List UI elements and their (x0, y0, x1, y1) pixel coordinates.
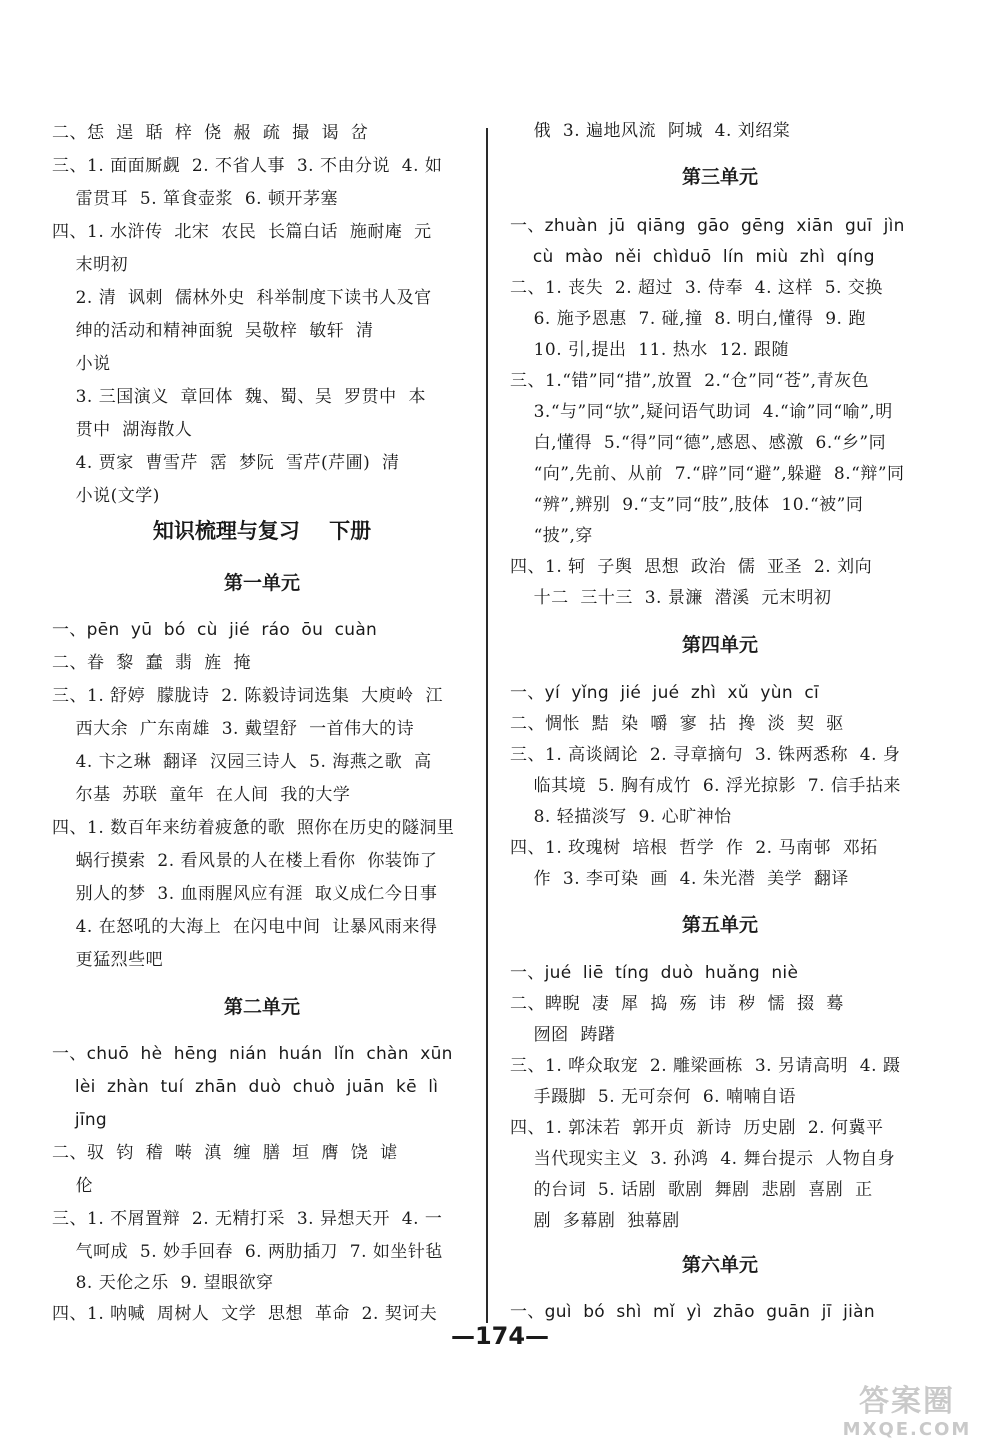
text-line: 一、jué liē tíng duò huǎng niè (510, 963, 799, 983)
text-line: 二、眷 黎 蠢 翡 旌 掩 (52, 653, 252, 673)
text-line: 伦 (52, 1176, 94, 1196)
watermark-title: 答案圈 (859, 1384, 955, 1419)
text-line: 4. 在怒吼的大海上 在闪电中间 让暴风雨来得 (52, 917, 438, 937)
text-line: 当代现实主义 3. 孙鸿 4. 舞台提示 人物自身 (510, 1149, 896, 1169)
text-line: 小说(文学) (52, 486, 160, 506)
text-line: 8. 天伦之乐 9. 望眼欲穿 (52, 1273, 274, 1293)
text-line: 三、1. 高谈阔论 2. 寻章摘句 3. 铢两悉称 4. 身 (510, 745, 901, 765)
text-line: 二、惆怅 黠 染 嚼 寥 拈 搀 淡 契 驱 (510, 714, 844, 734)
text-line: 8. 轻描淡写 9. 心旷神怡 (510, 807, 732, 827)
text-line: 气呵成 5. 妙手回春 6. 两肋插刀 7. 如坐针毡 (52, 1242, 443, 1262)
text-line: 一、yí yǐng jié jué zhì xǔ yùn cī (510, 683, 819, 703)
text-line: 二、恁 逞 聒 梓 侥 赧 疏 撮 谒 岔 (52, 123, 369, 143)
text-line: 2. 清 讽刺 儒林外史 科举制度下读书人及官 (52, 288, 432, 308)
text-line: 别人的梦 3. 血雨腥风应有涯 取义成仁今日事 (52, 884, 438, 904)
text-line: 四、1. 呐喊 周树人 文学 思想 革命 2. 契诃夫 (52, 1304, 438, 1324)
page-number: —174— (450, 1322, 550, 1350)
text-line: 一、pēn yū bó cù jié ráo ōu cuàn (52, 620, 378, 640)
text-line: 尔基 苏联 童年 在人间 我的大学 (52, 785, 351, 805)
text-line: lèi zhàn tuí zhān duò chuò juān kē lì (52, 1077, 439, 1097)
text-line: jīng (52, 1110, 108, 1130)
text-line: 十二 三十三 3. 景濂 潜溪 元末明初 (510, 588, 832, 608)
text-line: 3. 三国演义 章回体 魏、蜀、吴 罗贯中 本 (52, 387, 426, 407)
text-line: 二、驭 钧 稽 啭 滇 缠 膳 垣 膺 饶 谑 (52, 1143, 398, 1163)
text-line: 小说 (52, 354, 111, 374)
text-line: 四、1. 水浒传 北宋 农民 长篇白话 施耐庵 元 (52, 222, 432, 242)
unit-heading: 第四单元 (681, 634, 758, 656)
unit-heading: 第一单元 (223, 572, 300, 594)
text-line: “披”,穿 (510, 526, 593, 546)
unit-heading: 第五单元 (681, 914, 758, 936)
watermark-url: MXQE.COM (842, 1419, 972, 1440)
text-line: 绅的活动和精神面貌 吴敬梓 敏轩 清 (52, 321, 374, 341)
unit-heading: 第三单元 (681, 166, 758, 188)
text-line: 三、1. 舒婷 朦胧诗 2. 陈毅诗词选集 大庾岭 江 (52, 686, 443, 706)
text-line: “向”,先前、从前 7.“辟”同“避”,躲避 8.“辩”同 (510, 464, 905, 484)
text-line: 贯中 湖海散人 (52, 420, 193, 440)
text-line: 三、1.“错”同“措”,放置 2.“仓”同“苍”,青灰色 (510, 371, 870, 391)
text-line: 四、1. 轲 子舆 思想 政治 儒 亚圣 2. 刘向 (510, 557, 873, 577)
text-line: 作 3. 李可染 画 4. 朱光潜 美学 翻译 (510, 869, 849, 889)
text-line: “辨”,辨别 9.“支”同“肢”,肢体 10.“被”同 (510, 495, 864, 515)
text-line: 一、chuō hè hēng nián huán lǐn chàn xūn (52, 1044, 453, 1064)
column-divider (486, 128, 488, 1323)
text-line: 三、1. 不屑置辩 2. 无精打采 3. 异想天开 4. 一 (52, 1209, 443, 1229)
text-line: 蜗行摸索 2. 看风景的人在楼上看你 你装饰了 (52, 851, 438, 871)
text-line: 一、zhuàn jū qiāng gāo gēng xiān guī jìn (510, 216, 905, 236)
text-line: 4. 贾家 曹雪芹 霑 梦阮 雪芹(芹圃) 清 (52, 453, 400, 473)
text-line: 4. 卞之琳 翻译 汉园三诗人 5. 海燕之歌 高 (52, 752, 432, 772)
text-line: 6. 施予恩惠 7. 碰,撞 8. 明白,懂得 9. 跑 (510, 309, 866, 329)
text-line: 临其境 5. 胸有成竹 6. 浮光掠影 7. 信手拈来 (510, 776, 901, 796)
text-line: 二、睥睨 凄 犀 捣 殇 讳 秽 懦 掇 蓦 (510, 994, 844, 1014)
text-line: 三、1. 面面厮觑 2. 不省人事 3. 不由分说 4. 如 (52, 156, 443, 176)
text-line: 的台词 5. 话剧 歌剧 舞剧 悲剧 喜剧 正 (510, 1180, 873, 1200)
text-line: 更猛烈些吧 (52, 950, 164, 970)
text-line: 剧 多幕剧 独幕剧 (510, 1211, 680, 1231)
text-line: 三、1. 哗众取宠 2. 雕梁画栋 3. 另请高明 4. 蹑 (510, 1056, 901, 1076)
watermark-logo (828, 1384, 986, 1448)
text-line: 白,懂得 5.“得”同“德”,感恩、感激 6.“乡”同 (510, 433, 887, 453)
text-line: cù mào něi chìduō lín miù zhì qíng (510, 247, 875, 267)
text-line: 3.“与”同“欤”,疑问语气助词 4.“谕”同“喻”,明 (510, 402, 893, 422)
text-line: 雷贯耳 5. 箪食壶浆 6. 顿开茅塞 (52, 189, 338, 209)
text-line: 手蹑脚 5. 无可奈何 6. 喃喃自语 (510, 1087, 796, 1107)
text-line: 二、1. 丧失 2. 超过 3. 侍奉 4. 这样 5. 交换 (510, 278, 883, 298)
text-line: 四、1. 玫瑰树 培根 哲学 作 2. 马南邨 邓拓 (510, 838, 878, 858)
text-line: 四、1. 数百年来纺着疲惫的歌 照你在历史的隧洞里 (52, 818, 455, 838)
unit-heading: 第二单元 (223, 996, 300, 1018)
text-line: 一、guì bó shì mǐ yì zhāo guān jī jiàn (510, 1302, 875, 1322)
text-line: 囫囵 踌躇 (510, 1025, 616, 1045)
text-line: 俄 3. 遍地风流 阿城 4. 刘绍棠 (510, 121, 791, 141)
text-line: 10. 引,提出 11. 热水 12. 跟随 (510, 340, 789, 360)
text-line: 四、1. 郭沫若 郭开贞 新诗 历史剧 2. 何冀平 (510, 1118, 884, 1138)
text-line: 末明初 (52, 255, 129, 275)
section-title: 知识梳理与复习 下册 (152, 519, 372, 543)
text-line: 西大余 广东南雄 3. 戴望舒 一首伟大的诗 (52, 719, 415, 739)
unit-heading: 第六单元 (681, 1254, 758, 1276)
